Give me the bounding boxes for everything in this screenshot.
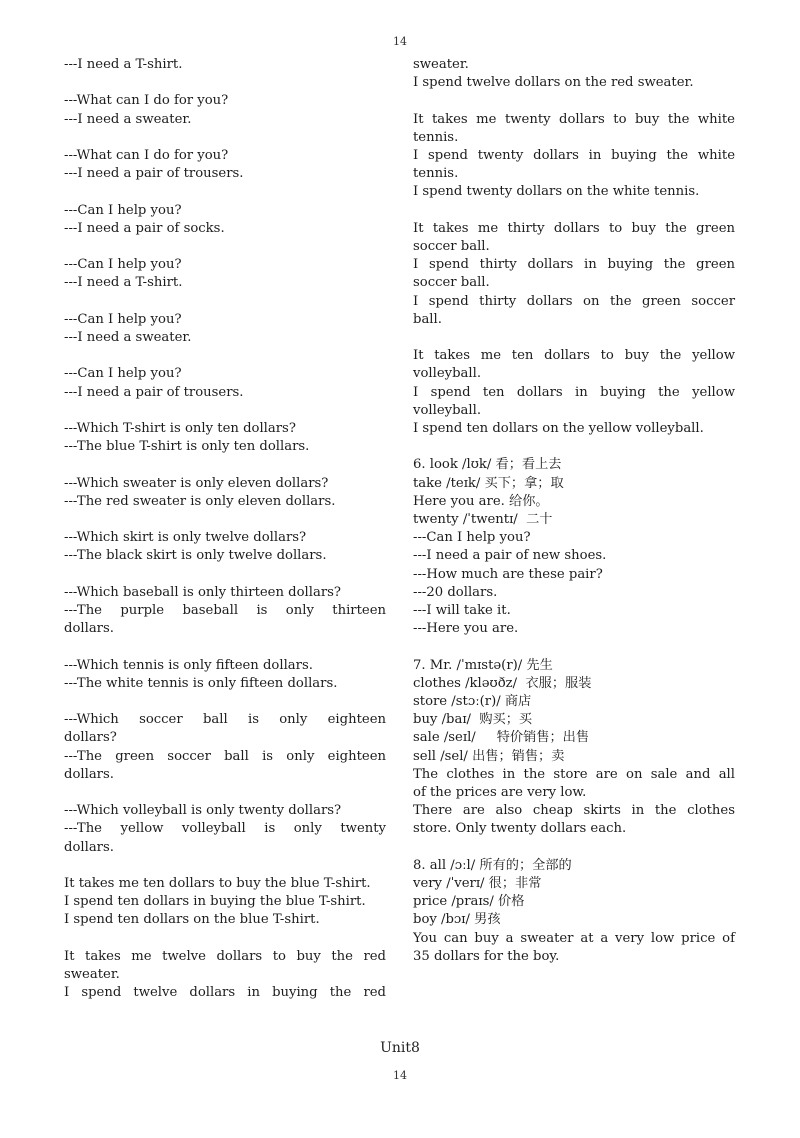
text-line: ---Which baseball is only thirteen dollars?: [64, 584, 341, 600]
text-line: sell /sel/ 出售；销售；卖: [413, 748, 565, 764]
text-line: ---Can I help you?: [64, 257, 182, 273]
text-line: ---I need a pair of socks.: [64, 220, 225, 236]
text-line: The clothes in the store are on sale and all: [413, 766, 735, 782]
text-line: ---What can I do for you?: [64, 147, 229, 163]
text-line: ---Which soccer ball is only eighteen: [64, 712, 386, 728]
page-number-top: 14: [393, 35, 407, 48]
text-line: 35 dollars for the boy.: [413, 948, 560, 964]
text-line: dollars.: [64, 621, 114, 637]
paragraph-gap: [64, 857, 386, 875]
paragraph-gap: [413, 438, 735, 456]
text-line: ---The white tennis is only fifteen dollars.: [64, 675, 338, 691]
text-line: It takes me ten dollars to buy the blue T-shirt.: [64, 875, 371, 891]
text-line: twenty /ˈtwentɪ/ 二十: [413, 512, 553, 528]
text-line: I spend twenty dollars on the white tennis.: [413, 184, 700, 200]
text-line: tennis.: [413, 129, 459, 145]
text-line: clothes /kləʊðz/ 衣服；服装: [413, 675, 592, 691]
page-number-bottom: 14: [393, 1069, 407, 1082]
text-line: ---I need a T-shirt.: [64, 275, 183, 291]
text-line: I spend twelve dollars on the red sweater.: [413, 75, 694, 91]
text-line: ---The blue T-shirt is only ten dollars.: [64, 439, 310, 455]
paragraph-gap: [413, 92, 735, 110]
text-line: I spend ten dollars on the yellow volleyball.: [413, 421, 704, 437]
text-line: I spend thirty dollars on the green soccer: [413, 293, 735, 309]
text-line: ---Which tennis is only fifteen dollars.: [64, 657, 313, 673]
text-line: ---How much are these pair?: [413, 566, 603, 582]
text-line: ---20 dollars.: [413, 584, 498, 600]
text-line: store /stɔː(r)/ 商店: [413, 694, 532, 710]
text-line: take /teɪk/ 买下；拿；取: [413, 475, 564, 491]
text-line: ---I will take it.: [413, 603, 511, 619]
text-line: dollars.: [64, 839, 114, 855]
text-line: ---The purple baseball is only thirteen: [64, 602, 386, 618]
paragraph-gap: [64, 238, 386, 256]
text-line: ---Can I help you?: [64, 202, 182, 218]
text-line: sale /seɪl/ 特价销售；出售: [413, 730, 590, 746]
text-line: I spend twenty dollars in buying the white: [413, 148, 735, 163]
text-line: Here you are. 给你。: [413, 493, 549, 509]
text-line: ---Can I help you?: [64, 366, 182, 382]
text-line: very /ˈverɪ/ 很；非常: [413, 876, 542, 892]
paragraph-gap: [413, 839, 735, 857]
paragraph-gap: [64, 784, 386, 802]
text-line: It takes me ten dollars to buy the yellow: [413, 348, 735, 364]
text-line: ---Which skirt is only twelve dollars?: [64, 530, 307, 546]
paragraph-gap: [413, 638, 735, 656]
text-line: ---The green soccer ball is only eighteen: [64, 748, 386, 764]
text-line: tennis.: [413, 166, 459, 182]
text-line: ---Here you are.: [413, 621, 519, 637]
paragraph-gap: [64, 293, 386, 311]
text-line: dollars.: [64, 766, 114, 782]
text-line: There are also cheap skirts in the clothes: [413, 803, 735, 819]
text-line: ---I need a pair of new shoes.: [413, 548, 607, 564]
text-line: I spend twelve dollars in buying the red: [64, 985, 386, 1001]
text-line: ---I need a sweater.: [64, 111, 192, 127]
text-line: I spend thirty dollars in buying the green: [413, 257, 735, 273]
text-line: ---I need a T-shirt.: [64, 57, 183, 72]
text-line: It takes me thirty dollars to buy the green: [413, 220, 735, 236]
text-line: I spend ten dollars on the blue T-shirt.: [64, 912, 320, 928]
text-line: boy /bɔɪ/ 男孩: [413, 912, 501, 928]
paragraph-gap: [64, 511, 386, 529]
right-column: [413, 56, 735, 966]
text-line: You can buy a sweater at a very low price of: [413, 930, 735, 946]
text-line: ---Which T-shirt is only ten dollars?: [64, 420, 296, 436]
text-line: ---The black skirt is only twelve dollars.: [64, 548, 327, 564]
text-line: 7. Mr. /ˈmɪstə(r)/ 先生: [413, 657, 553, 673]
text-line: volleyball.: [413, 366, 482, 382]
text-line: ---What can I do for you?: [64, 93, 229, 109]
text-line: ---Which sweater is only eleven dollars?: [64, 475, 329, 491]
text-line: 8. all /ɔːl/ 所有的；全部的: [413, 857, 572, 873]
paragraph-gap: [64, 74, 386, 92]
text-line: soccer ball.: [413, 275, 490, 291]
paragraph-gap: [64, 402, 386, 420]
text-line: ---Which volleyball is only twenty dollars?: [64, 803, 342, 819]
text-line: It takes me twenty dollars to buy the white: [413, 111, 735, 127]
paragraph-gap: [64, 638, 386, 656]
left-column: [64, 56, 386, 1002]
paragraph-gap: [413, 202, 735, 220]
text-line: ball.: [413, 311, 442, 327]
text-line: I spend ten dollars in buying the yellow: [413, 384, 735, 400]
paragraph-gap: [64, 693, 386, 711]
text-line: sweater.: [413, 57, 469, 72]
text-line: dollars?: [64, 730, 117, 746]
text-line: soccer ball.: [413, 239, 490, 254]
text-line: ---I need a pair of trousers.: [64, 384, 244, 400]
text-line: price /praɪs/ 价格: [413, 894, 525, 910]
text-line: ---I need a pair of trousers.: [64, 166, 244, 182]
text-line: buy /baɪ/ 购买；买: [413, 712, 533, 728]
text-line: store. Only twenty dollars each.: [413, 821, 627, 837]
paragraph-gap: [64, 347, 386, 365]
text-line: ---I need a sweater.: [64, 329, 192, 345]
paragraph-gap: [413, 329, 735, 347]
unit-label: Unit8: [380, 1040, 420, 1056]
text-line: 6. look /lʊk/ 看；看上去: [413, 457, 562, 473]
text-line: I spend ten dollars in buying the blue T-shirt.: [64, 894, 366, 910]
text-line: ---The red sweater is only eleven dollars.: [64, 493, 336, 509]
paragraph-gap: [64, 456, 386, 474]
paragraph-gap: [64, 129, 386, 147]
text-line: It takes me twelve dollars to buy the red: [64, 948, 386, 964]
text-line: of the prices are very low.: [413, 785, 587, 801]
text-line: volleyball.: [413, 402, 482, 418]
paragraph-gap: [64, 183, 386, 201]
text-line: ---Can I help you?: [413, 530, 531, 546]
paragraph-gap: [64, 566, 386, 584]
paragraph-gap: [64, 930, 386, 948]
text-line: sweater.: [64, 966, 120, 982]
text-line: ---Can I help you?: [64, 311, 182, 327]
text-line: ---The yellow volleyball is only twenty: [64, 821, 386, 837]
